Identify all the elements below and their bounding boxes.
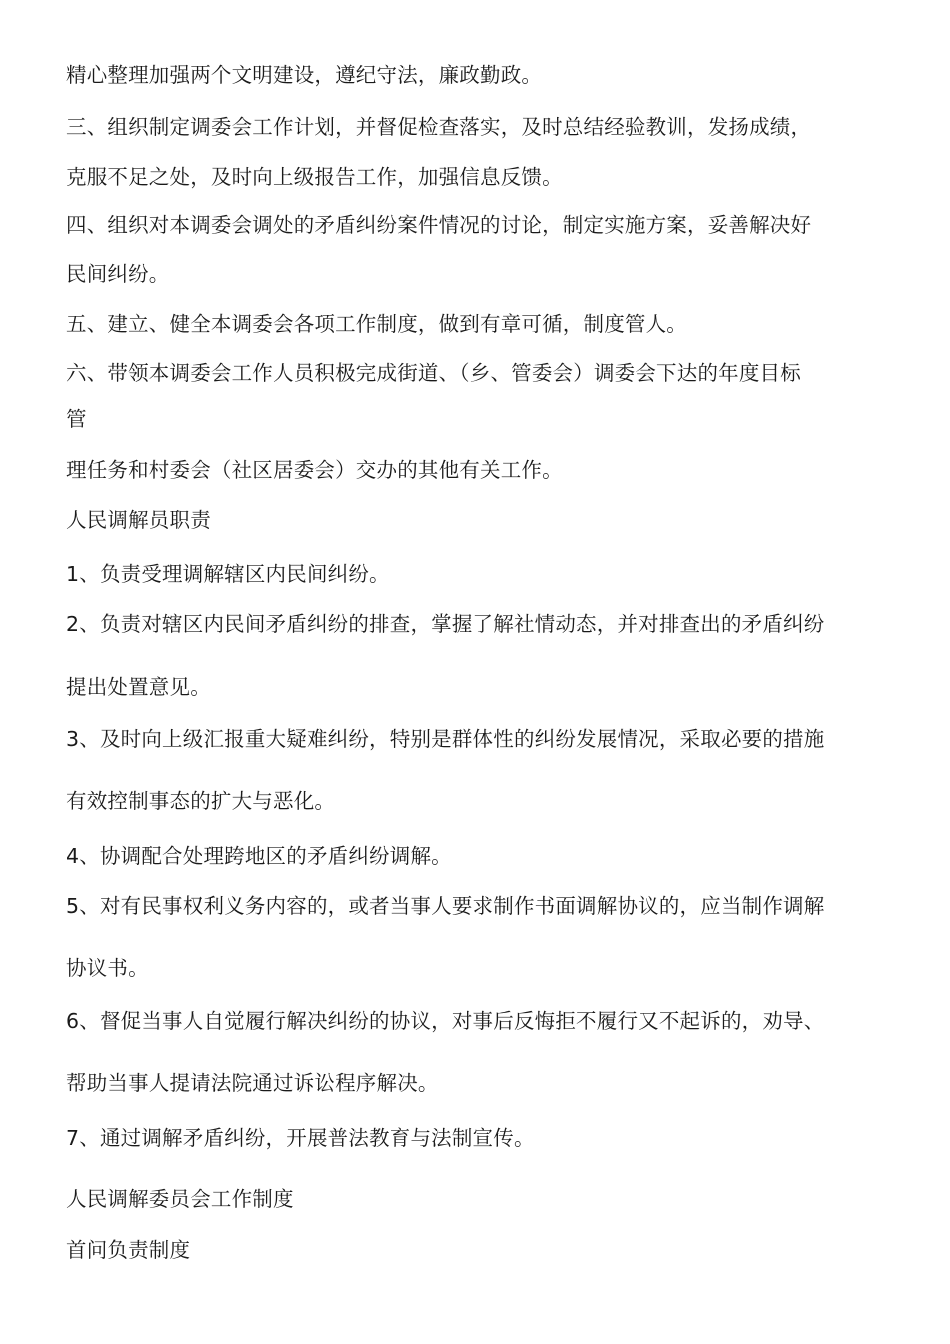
- section-heading: 人民调解员职责: [66, 508, 211, 532]
- text-line: 4、协调配合处理跨地区的矛盾纠纷调解。: [66, 844, 452, 868]
- text-line: 管: [66, 407, 87, 431]
- text-line: 理任务和村委会（社区居委会）交办的其他有关工作。: [66, 458, 563, 482]
- text-line: 帮助当事人提请法院通过诉讼程序解决。: [66, 1071, 439, 1095]
- text-line: 四、组织对本调委会调处的矛盾纠纷案件情况的讨论，制定实施方案，妥善解决好: [66, 213, 812, 237]
- text-line: 六、带领本调委会工作人员积极完成街道、（乡、管委会）调委会下达的年度目标: [66, 361, 801, 385]
- text-line: 7、通过调解矛盾纠纷，开展普法教育与法制宣传。: [66, 1126, 535, 1150]
- text-line: 6、督促当事人自觉履行解决纠纷的协议，对事后反悔拒不履行又不起诉的，劝导、: [66, 1009, 825, 1033]
- text-line: 3、及时向上级汇报重大疑难纠纷，特别是群体性的纠纷发展情况，采取必要的措施: [66, 727, 825, 751]
- text-line: 1、负责受理调解辖区内民间纠纷。: [66, 562, 390, 586]
- text-line: 三、组织制定调委会工作计划，并督促检查落实，及时总结经验教训，发扬成绩，: [66, 115, 812, 139]
- section-heading: 人民调解委员会工作制度: [66, 1187, 294, 1211]
- text-line: 精心整理加强两个文明建设，遵纪守法，廉政勤政。: [66, 63, 543, 87]
- text-line: 协议书。: [66, 956, 149, 980]
- section-heading: 首问负责制度: [66, 1238, 191, 1262]
- text-line: 克服不足之处，及时向上级报告工作，加强信息反馈。: [66, 165, 563, 189]
- text-line: 五、建立、健全本调委会各项工作制度，做到有章可循，制度管人。: [66, 312, 687, 336]
- text-line: 5、对有民事权利义务内容的，或者当事人要求制作书面调解协议的，应当制作调解: [66, 894, 825, 918]
- text-line: 提出处置意见。: [66, 675, 211, 699]
- text-line: 民间纠纷。: [66, 262, 170, 286]
- text-line: 2、负责对辖区内民间矛盾纠纷的排查，掌握了解社情动态，并对排查出的矛盾纠纷: [66, 612, 825, 636]
- text-line: 有效控制事态的扩大与恶化。: [66, 789, 336, 813]
